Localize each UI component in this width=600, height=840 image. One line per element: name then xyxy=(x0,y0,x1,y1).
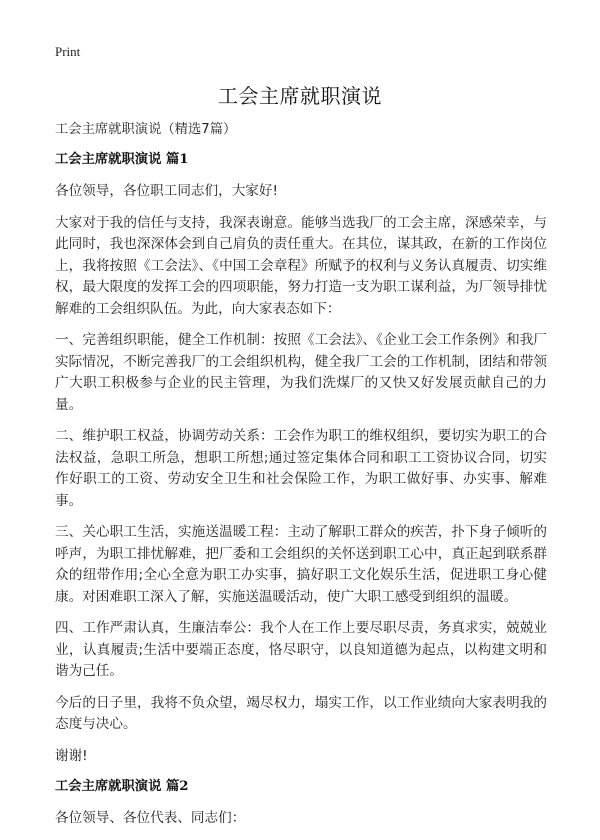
paragraph: 大家对于我的信任与支持，我深表谢意。能够当选我厂的工会主席，深感荣幸，与此同时，我也深深体会到自己肩负的责任重大。在其位，谋其政，在新的工作岗位上，我将按照《工会法》、《中国工会章程》所赋予的权利与义务认真履责、切实维权，最大限度的发挥工会的四项职能，努力打造一支为职工谋利益，为厂领导排忧解难的工会组织队伍。为此，向大家表态如下： xyxy=(55,214,547,317)
paragraph: 今后的日子里，我将不负众望，竭尽权力，塌实工作，以工作业绩向大家表明我的态度与决心。 xyxy=(55,694,547,732)
paragraph: 二、维护职工权益，协调劳动关系：工会作为职工的维权组织，要切实为职工的合法权益，急职工所急，想职工所想;通过签定集体合同和职工工资协议合同，切实作好职工的工资、劳动安全卫生和社会保险工作，为职工做好事、办实事、解难事。 xyxy=(55,428,547,509)
paragraph: 各位领导，各位职工同志们，大家好! xyxy=(55,183,278,199)
print-link[interactable]: Print xyxy=(55,44,81,59)
paragraph: 四、工作严肃认真，生廉洁奉公：我个人在工作上要尽职尽责，务真求实，兢兢业业，认真履责;生活中要端正态度，恪尽职守，以良知道德为起点，以构建文明和谐为己任。 xyxy=(55,620,547,679)
paragraph: 各位领导、各位代表、同志们： xyxy=(55,810,246,826)
document-body xyxy=(55,150,547,840)
document-subtitle: 工会主席就职演说（精选7篇） xyxy=(55,122,237,137)
section-heading-2: 工会主席就职演说 篇2 xyxy=(55,779,189,794)
paragraph: 三、关心职工生活，实施送温暖工程：主动了解职工群众的疾苦，扑下身子倾听的呼声，为职工排忧解难，把厂委和工会组织的关怀送到职工心中，真正起到联系群众的纽带作用;全心全意为职工办实事，搞好职工文化娱乐生活，促进职工身心健康。对困难职工深入了解，实施送温暖活动，使广大职工感受到组织的温暖。 xyxy=(55,524,547,605)
paragraph: 谢谢! xyxy=(55,747,88,764)
section-heading-1: 工会主席就职演说 篇1 xyxy=(55,152,189,167)
paragraph: 一、完善组织职能，健全工作机制：按照《工会法》、《企业工会工作条例》和我厂实际情况，不断完善我厂的工会组织机构，健全我厂工会的工作机制，团结和带领广大职工积极参与企业的民主管理，为我们洗煤厂的又快又好发展贡献自己的力量。 xyxy=(55,332,547,413)
page-title: 工会主席就职演说 xyxy=(218,84,382,108)
